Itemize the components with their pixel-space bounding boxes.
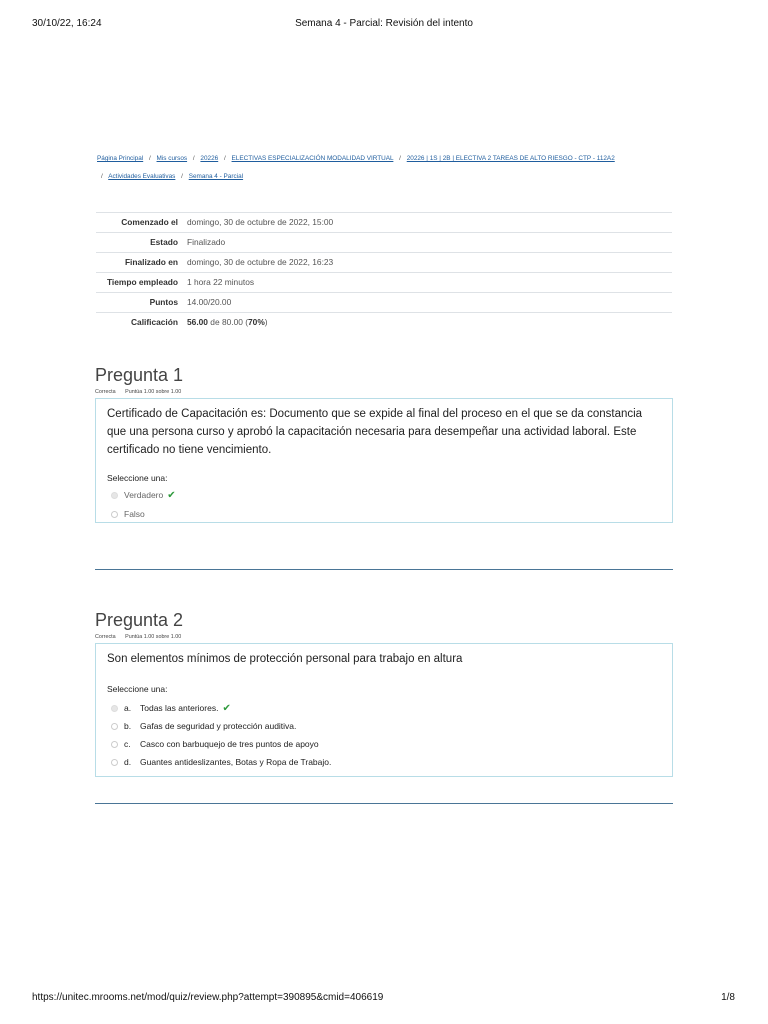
question-1 (95, 364, 673, 523)
breadcrumb-separator: / (399, 155, 401, 162)
summary-label: Tiempo empleado (96, 273, 183, 293)
option-letter: b. (124, 721, 132, 731)
question-status: Correcta (95, 634, 116, 640)
summary-label: Calificación (96, 313, 183, 333)
breadcrumb-separator: / (148, 155, 151, 162)
breadcrumb-link-quiz[interactable]: Semana 4 - Parcial (188, 173, 244, 180)
breadcrumb-link-category[interactable]: ELECTIVAS ESPECIALIZACIÓN MODALIDAD VIRTUAL (231, 155, 394, 162)
breadcrumb-link-activities[interactable]: Actividades Evaluativas (108, 173, 176, 180)
option-label: Verdadero (124, 490, 164, 500)
grade-percent: 70% (248, 317, 265, 327)
question-text: Certificado de Capacitación es: Documento que se expide al final del proceso en el que se da constancia que una persona curso y aprobó la capacitación necesaria para desempeñar una actividad laboral. Este certificado no tiene vencimiento. (107, 408, 643, 456)
summary-value: domingo, 30 de octubre de 2022, 15:00 (183, 213, 672, 233)
answer-option-false[interactable] (107, 508, 661, 520)
radio-button[interactable] (111, 705, 118, 712)
radio-button[interactable] (111, 741, 118, 748)
summary-value: domingo, 30 de octubre de 2022, 16:23 (183, 253, 672, 273)
answer-prompt: Seleccione una: (107, 684, 168, 694)
summary-row-grade (96, 313, 672, 333)
summary-label: Comenzado el (96, 213, 183, 233)
question-info (95, 389, 673, 395)
question-text: Son elementos mínimos de protección personal para trabajo en altura (107, 653, 463, 665)
radio-button[interactable] (111, 511, 118, 518)
option-label: Falso (124, 509, 145, 519)
print-datetime: 30/10/22, 16:24 (32, 18, 102, 29)
breadcrumb-continued (101, 168, 691, 186)
check-icon: ✔ (222, 702, 231, 714)
question-divider (95, 569, 673, 570)
option-label: Guantes antideslizantes, Botas y Ropa de Trabajo. (140, 757, 332, 767)
answer-option-c[interactable] (107, 738, 661, 750)
summary-value: 1 hora 22 minutos (183, 273, 672, 293)
answer-option-true[interactable] (107, 489, 661, 501)
breadcrumb-link-course[interactable]: 20226 | 1S | 2B | ELECTIVA 2 TAREAS DE ALTO RIESGO - CTP - 112A2 (406, 155, 615, 162)
summary-label: Estado (96, 233, 183, 253)
grade-close: ) (264, 317, 268, 327)
answer-prompt: Seleccione una: (107, 473, 168, 483)
breadcrumb-separator: / (223, 155, 226, 162)
summary-label: Puntos (96, 293, 183, 313)
answer-option-b[interactable] (107, 720, 661, 732)
radio-button[interactable] (111, 723, 118, 730)
question-status: Correcta (95, 389, 116, 395)
option-letter: d. (124, 757, 132, 767)
summary-row-state (96, 233, 672, 253)
breadcrumb (97, 150, 687, 168)
breadcrumb-separator: / (101, 173, 103, 180)
print-page-number: 1/8 (721, 992, 735, 1003)
question-content (95, 398, 673, 523)
question-points: Puntúa 1.00 sobre 1.00 (125, 634, 182, 640)
summary-row-started (96, 213, 672, 233)
breadcrumb-separator: / (192, 155, 195, 162)
breadcrumb-link-my-courses[interactable]: Mis cursos (156, 155, 188, 162)
question-points: Puntúa 1.00 sobre 1.00 (125, 389, 182, 395)
option-letter: c. (124, 739, 131, 749)
print-url: https://unitec.mrooms.net/mod/quiz/review.php?attempt=390895&cmid=406619 (32, 992, 384, 1003)
breadcrumb-link-home[interactable]: Página Principal (97, 155, 144, 162)
question-title: Pregunta 1 (95, 365, 184, 385)
attempt-summary-table (96, 212, 672, 332)
print-page-title: Semana 4 - Parcial: Revisión del intento (295, 18, 473, 29)
summary-row-time-taken (96, 273, 672, 293)
option-label: Todas las anteriores. (140, 703, 219, 713)
option-letter: a. (124, 703, 132, 713)
question-content (95, 643, 673, 777)
summary-value: Finalizado (183, 233, 672, 253)
option-label: Gafas de seguridad y protección auditiva. (140, 721, 297, 731)
option-label: Casco con barbuquejo de tres puntos de apoyo (140, 739, 319, 749)
radio-button[interactable] (111, 492, 118, 499)
check-icon: ✔ (167, 489, 176, 501)
question-2 (95, 609, 673, 777)
grade-out-of: de 80.00 ( (207, 317, 249, 327)
question-title: Pregunta 2 (95, 610, 184, 630)
answer-option-d[interactable] (107, 756, 661, 768)
summary-row-marks (96, 293, 672, 313)
summary-value (183, 313, 672, 333)
breadcrumb-link-period[interactable]: 20226 (200, 155, 219, 162)
breadcrumb-separator: / (181, 173, 183, 180)
summary-label: Finalizado en (96, 253, 183, 273)
question-info (95, 634, 673, 640)
grade-score: 56.00 (187, 317, 208, 327)
summary-value: 14.00/20.00 (183, 293, 672, 313)
question-divider (95, 803, 673, 804)
answer-option-a[interactable] (107, 702, 661, 714)
radio-button[interactable] (111, 759, 118, 766)
summary-row-completed (96, 253, 672, 273)
